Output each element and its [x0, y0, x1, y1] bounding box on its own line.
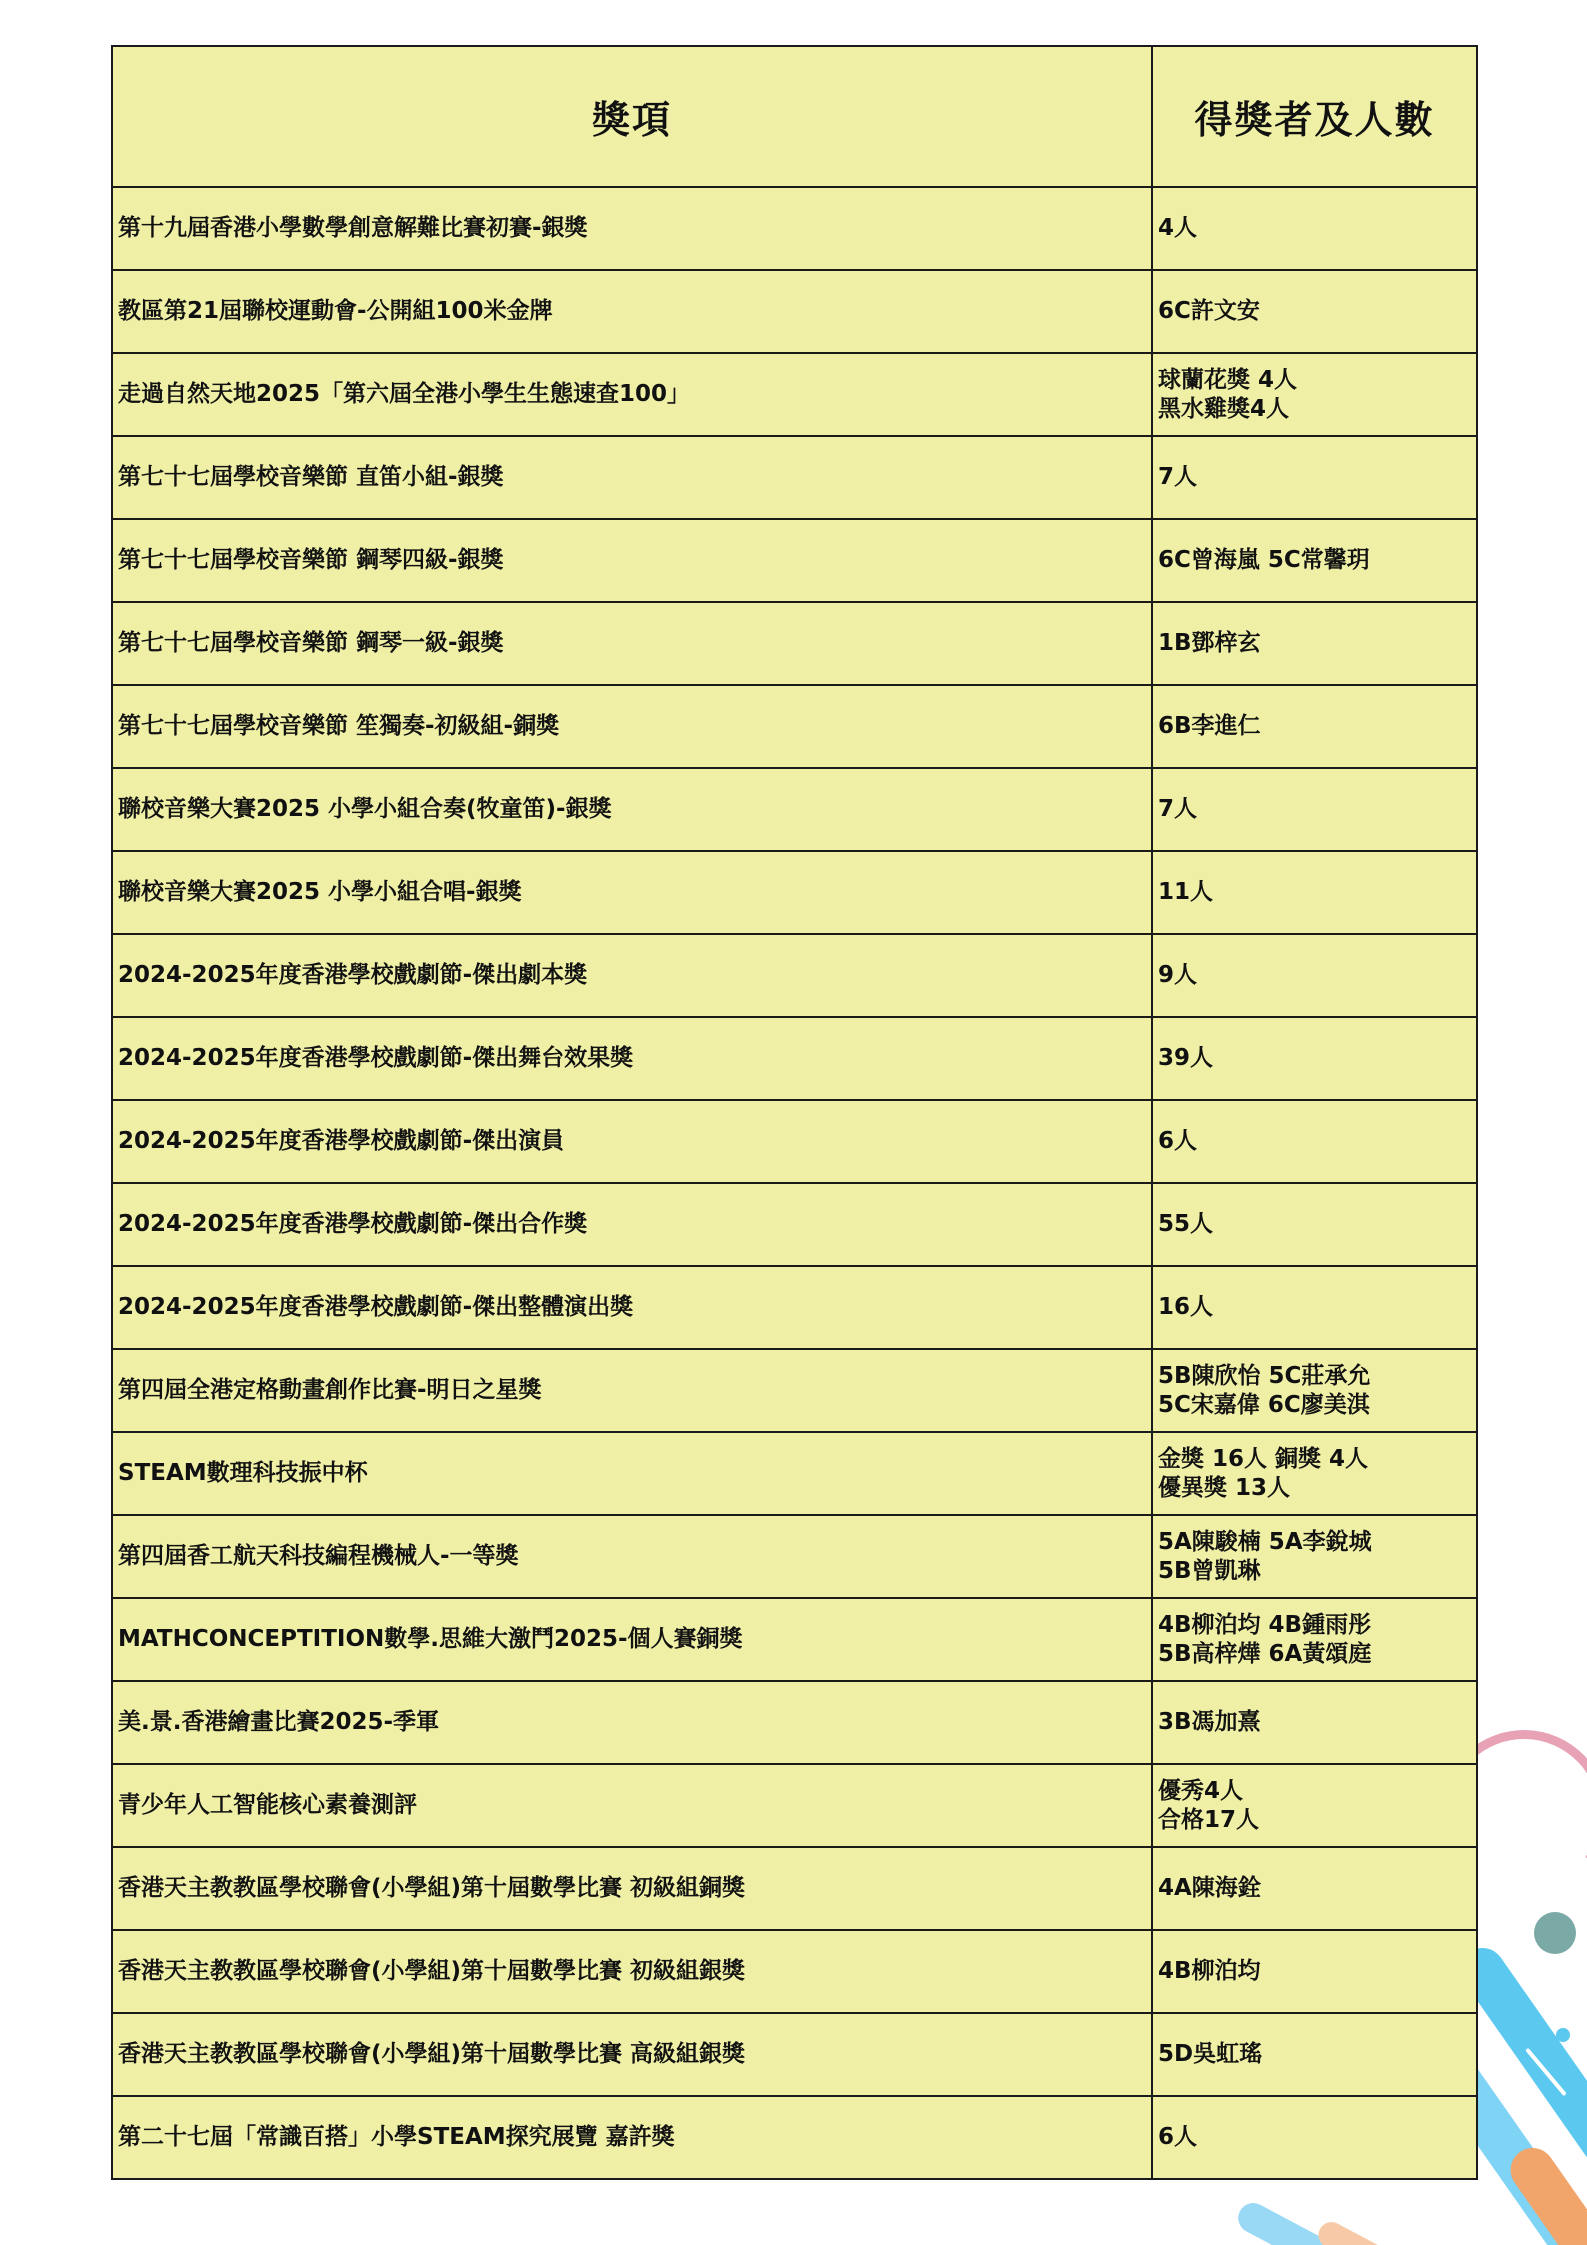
award-name-cell: 走過自然天地2025「第六屆全港小學生生態速查100」 — [112, 353, 1152, 436]
winners-cell — [1152, 1266, 1477, 1349]
winners-cell — [1152, 1847, 1477, 1930]
winners-cell — [1152, 353, 1477, 436]
award-name-cell: 第七十七屆學校音樂節 鋼琴一級-銀獎 — [112, 602, 1152, 685]
winner-line: 6B李進仁 — [1158, 713, 1261, 739]
winners-cell — [1152, 1681, 1477, 1764]
table-row — [112, 1847, 1477, 1930]
award-name-cell: MATHCONCEPTITION數學.思維大激鬥2025-個人賽銅獎 — [112, 1598, 1152, 1681]
winners-cell — [1152, 519, 1477, 602]
award-name-cell: 聯校音樂大賽2025 小學小組合奏(牧童笛)-銀獎 — [112, 768, 1152, 851]
winner-line: 6人 — [1158, 2124, 1198, 2150]
winners-cell — [1152, 187, 1477, 270]
table-row — [112, 270, 1477, 353]
winner-line: 39人 — [1158, 1045, 1214, 1071]
winners-cell — [1152, 2013, 1477, 2096]
table-row — [112, 1598, 1477, 1681]
award-name-cell: 2024-2025年度香港學校戲劇節-傑出演員 — [112, 1100, 1152, 1183]
winners-cell — [1152, 270, 1477, 353]
table-row — [112, 1017, 1477, 1100]
table-row — [112, 1515, 1477, 1598]
winner-line: 5B高梓燁 6A黃頌庭 — [1158, 1640, 1372, 1667]
winners-cell — [1152, 436, 1477, 519]
decorative-peach-stripe-bottom — [1314, 2218, 1467, 2245]
winner-line: 55人 — [1158, 1211, 1214, 1237]
table-row — [112, 768, 1477, 851]
winner-line: 1B鄧梓玄 — [1158, 630, 1261, 656]
winner-line: 5B曾凱琳 — [1158, 1557, 1261, 1584]
winner-line: 合格17人 — [1158, 1806, 1260, 1833]
decorative-teal-dot — [1534, 1912, 1576, 1954]
winners-cell — [1152, 1017, 1477, 1100]
winner-line: 球蘭花獎 4人 — [1158, 366, 1298, 393]
table-row — [112, 1100, 1477, 1183]
winner-line: 16人 — [1158, 1294, 1214, 1320]
award-name-cell: 第十九屆香港小學數學創意解難比賽初賽-銀獎 — [112, 187, 1152, 270]
award-name-cell: 第七十七屆學校音樂節 直笛小組-銀獎 — [112, 436, 1152, 519]
winners-cell — [1152, 851, 1477, 934]
winner-line: 黑水雞獎4人 — [1158, 395, 1290, 422]
table-row — [112, 187, 1477, 270]
award-name-cell: 香港天主教教區學校聯會(小學組)第十屆數學比賽 初級組銅獎 — [112, 1847, 1152, 1930]
table-row — [112, 1266, 1477, 1349]
table-row — [112, 685, 1477, 768]
table-row — [112, 2096, 1477, 2179]
award-name-cell: 第四屆香工航天科技編程機械人-一等獎 — [112, 1515, 1152, 1598]
award-name-cell: 2024-2025年度香港學校戲劇節-傑出舞台效果獎 — [112, 1017, 1152, 1100]
winners-cell — [1152, 1349, 1477, 1432]
table-row — [112, 353, 1477, 436]
award-name-cell: 香港天主教教區學校聯會(小學組)第十屆數學比賽 高級組銀獎 — [112, 2013, 1152, 2096]
winner-line: 金獎 16人 銅獎 4人 — [1158, 1445, 1369, 1472]
decorative-small-blue-dot — [1556, 2028, 1570, 2042]
award-name-cell: 聯校音樂大賽2025 小學小組合唱-銀獎 — [112, 851, 1152, 934]
table-row — [112, 436, 1477, 519]
table-row — [112, 1681, 1477, 1764]
winners-cell — [1152, 2096, 1477, 2179]
decorative-white-line — [1525, 2048, 1567, 2097]
winners-cell — [1152, 1100, 1477, 1183]
winners-cell — [1152, 1183, 1477, 1266]
winner-line: 5B陳欣怡 5C莊承允 — [1158, 1362, 1371, 1389]
winners-cell — [1152, 1432, 1477, 1515]
winner-line: 5A陳駿楠 5A李銳城 — [1158, 1528, 1372, 1555]
table-body — [112, 187, 1477, 2179]
winner-line: 優秀4人 — [1158, 1777, 1244, 1804]
awards-table — [111, 45, 1478, 2180]
award-name-cell: 青少年人工智能核心素養測評 — [112, 1764, 1152, 1847]
winner-line: 9人 — [1158, 962, 1198, 988]
winner-line: 5D吳虹瑤 — [1158, 2041, 1263, 2067]
winners-cell — [1152, 768, 1477, 851]
winner-line: 5C宋嘉偉 6C廖美淇 — [1158, 1391, 1370, 1418]
table-row — [112, 1183, 1477, 1266]
winner-line: 4B柳泊均 — [1158, 1958, 1261, 1984]
award-name-cell: 第二十七屆「常識百搭」小學STEAM探究展覽 嘉許獎 — [112, 2096, 1152, 2179]
winner-line: 優異獎 13人 — [1158, 1474, 1291, 1501]
winner-line: 7人 — [1158, 796, 1198, 822]
header-award: 獎項 — [112, 46, 1152, 187]
winners-cell — [1152, 934, 1477, 1017]
winner-line: 4A陳海銓 — [1158, 1875, 1261, 1901]
winner-line: 6人 — [1158, 1128, 1198, 1154]
award-name-cell: 第七十七屆學校音樂節 笙獨奏-初級組-銅獎 — [112, 685, 1152, 768]
award-name-cell: 教區第21屆聯校運動會-公開組100米金牌 — [112, 270, 1152, 353]
winner-line: 7人 — [1158, 464, 1198, 490]
award-name-cell: 香港天主教教區學校聯會(小學組)第十屆數學比賽 初級組銀獎 — [112, 1930, 1152, 2013]
winner-line: 11人 — [1158, 879, 1214, 905]
table-row — [112, 1764, 1477, 1847]
winner-line: 6C許文安 — [1158, 298, 1260, 324]
winners-cell — [1152, 685, 1477, 768]
winner-line: 4人 — [1158, 215, 1198, 241]
table-header-row — [112, 46, 1477, 187]
table-row — [112, 1930, 1477, 2013]
award-name-cell: 第七十七屆學校音樂節 鋼琴四級-銀獎 — [112, 519, 1152, 602]
award-name-cell: 2024-2025年度香港學校戲劇節-傑出合作獎 — [112, 1183, 1152, 1266]
winners-cell — [1152, 1764, 1477, 1847]
award-name-cell: 2024-2025年度香港學校戲劇節-傑出劇本獎 — [112, 934, 1152, 1017]
header-winners: 得獎者及人數 — [1152, 46, 1477, 187]
award-name-cell: 2024-2025年度香港學校戲劇節-傑出整體演出獎 — [112, 1266, 1152, 1349]
winners-cell — [1152, 1515, 1477, 1598]
winners-cell — [1152, 1598, 1477, 1681]
winners-cell — [1152, 1930, 1477, 2013]
decorative-orange-stripe — [1502, 2139, 1587, 2245]
table-row — [112, 602, 1477, 685]
award-name-cell: STEAM數理科技振中杯 — [112, 1432, 1152, 1515]
winner-line: 6C曾海嵐 5C常馨玥 — [1158, 547, 1370, 573]
table-row — [112, 851, 1477, 934]
award-name-cell: 美.景.香港繪畫比賽2025-季軍 — [112, 1681, 1152, 1764]
winner-line: 4B柳泊均 4B鍾雨彤 — [1158, 1611, 1372, 1638]
table-row — [112, 1432, 1477, 1515]
table-row — [112, 519, 1477, 602]
table-row — [112, 1349, 1477, 1432]
winners-cell — [1152, 602, 1477, 685]
award-name-cell: 第四屆全港定格動畫創作比賽-明日之星獎 — [112, 1349, 1152, 1432]
winner-line: 3B馮加熹 — [1158, 1709, 1261, 1735]
decorative-blue-stripe-bottom — [1233, 2198, 1424, 2245]
table-row — [112, 2013, 1477, 2096]
table-row — [112, 934, 1477, 1017]
